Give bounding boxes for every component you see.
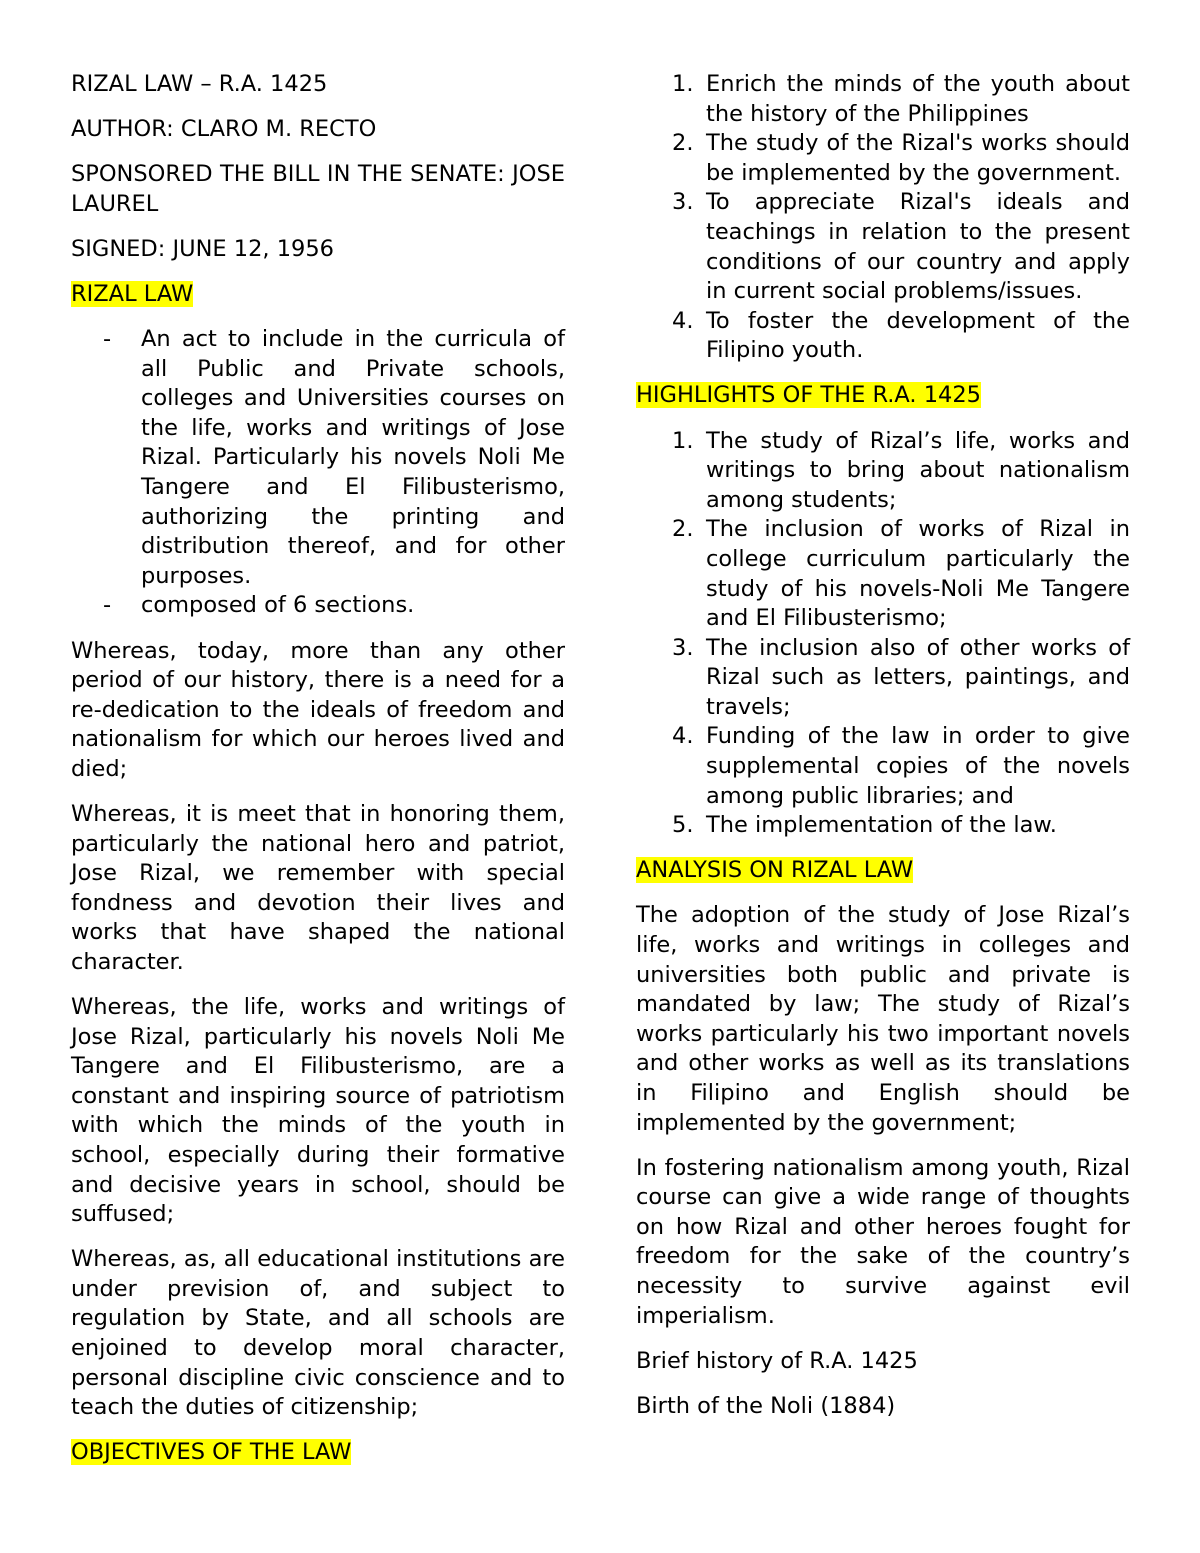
highlights-list bbox=[636, 427, 1130, 841]
whereas-paragraph: Whereas, the life, works and writings of Jose Rizal, particularly his novels Noli Me Tangere and El Filibusterismo, are a constant and inspiring source of patriotism with which the minds of the youth in school, especially during their formative and decisive years in school, should be suffused; bbox=[71, 994, 565, 1228]
rizal-law-list bbox=[71, 325, 565, 621]
list-text: Enrich the minds of the youth about the history of the Philippines bbox=[706, 71, 1130, 127]
list-item bbox=[672, 515, 1130, 633]
list-text: To appreciate Rizal's ideals and teachings in relation to the present conditions of our country and apply in current social problems/issues. bbox=[706, 189, 1130, 305]
list-number: 1. bbox=[672, 427, 694, 454]
document-title: RIZAL LAW – R.A. 1425 bbox=[71, 71, 328, 97]
list-text: The inclusion also of other works of Rizal such as letters, paintings, and travels; bbox=[706, 634, 1130, 720]
left-column bbox=[71, 70, 565, 1483]
list-text: The implementation of the law. bbox=[706, 812, 1057, 839]
highlights-heading-text: HIGHLIGHTS OF THE R.A. 1425 bbox=[636, 382, 981, 409]
list-number: 4. bbox=[672, 307, 694, 334]
signed-line: SIGNED: JUNE 12, 1956 bbox=[71, 235, 334, 262]
list-number: 2. bbox=[672, 516, 694, 543]
brief-history-line: Brief history of R.A. 1425 bbox=[636, 1347, 918, 1374]
list-number: 5. bbox=[672, 812, 694, 839]
rizal-law-heading-text: RIZAL LAW bbox=[71, 280, 194, 307]
list-number: 3. bbox=[672, 634, 694, 661]
sponsor-line: SPONSORED THE BILL IN THE SENATE: JOSE LAUREL bbox=[71, 161, 565, 217]
analysis-heading-text: ANALYSIS ON RIZAL LAW bbox=[636, 857, 914, 884]
whereas-paragraph: Whereas, today, more than any other period of our history, there is a need for a re-dedication to the ideals of freedom and nationalism for which our heroes lived and died; bbox=[71, 637, 565, 782]
objectives-heading-text: OBJECTIVES OF THE LAW bbox=[71, 1439, 352, 1466]
highlights-heading bbox=[636, 381, 1130, 411]
list-text: Funding of the law in order to give supplemental copies of the novels among public libraries; and bbox=[706, 723, 1130, 809]
list-item bbox=[672, 70, 1130, 129]
whereas-paragraph: Whereas, it is meet that in honoring them, particularly the national hero and patriot, Jose Rizal, we remember with special fondness and devotion their lives and works that have shaped the national character. bbox=[71, 800, 565, 975]
list-text: The inclusion of works of Rizal in college curriculum particularly the study of his novels-Noli Me Tangere and El Filibusterismo; bbox=[706, 516, 1130, 632]
rizal-law-heading bbox=[71, 280, 565, 310]
list-item bbox=[672, 811, 1130, 841]
list-number: 4. bbox=[672, 723, 694, 750]
birth-noli-line: Birth of the Noli (1884) bbox=[636, 1392, 896, 1419]
author-line: AUTHOR: CLARO M. RECTO bbox=[71, 116, 377, 143]
analysis-paragraph: The adoption of the study of Jose Rizal’s life, works and writings in colleges and universities both public and private is mandated by law; The study of Rizal’s works particularly his two important novels and other works as well as its translations in Filipino and English should be implemented by the government; bbox=[636, 902, 1130, 1136]
objectives-list bbox=[636, 70, 1130, 366]
list-item bbox=[672, 129, 1130, 188]
right-column bbox=[636, 70, 1130, 1437]
analysis-paragraph: In fostering nationalism among youth, Rizal course can give a wide range of thoughts on how Rizal and other heroes fought for freedom for the sake of the country’s necessity to survive against evil imperialism. bbox=[636, 1154, 1130, 1329]
objectives-heading bbox=[71, 1438, 565, 1468]
list-number: 3. bbox=[672, 189, 694, 216]
list-number: 2. bbox=[672, 130, 694, 157]
list-item bbox=[672, 307, 1130, 366]
list-item bbox=[672, 634, 1130, 723]
list-text: The study of Rizal’s life, works and writings to bring about nationalism among students; bbox=[706, 427, 1130, 513]
whereas-paragraph: Whereas, as, all educational institutions are under prevision of, and subject to regulation by State, and all schools are enjoined to develop moral character, personal discipline civic conscience and to teach the duties of citizenship; bbox=[71, 1246, 565, 1421]
list-item bbox=[672, 427, 1130, 516]
list-item: - An act to include in the curricula of all Public and Private schools, colleges and Universities courses on the life, works and writings of Jose Rizal. Particularly his novels Noli Me Tangere and El Filibusterismo, authorizing the printing and distribution thereof, and for other purposes. bbox=[141, 325, 565, 591]
list-item bbox=[672, 722, 1130, 811]
list-item: - composed of 6 sections. bbox=[141, 591, 565, 621]
analysis-heading bbox=[636, 856, 1130, 886]
list-item bbox=[672, 188, 1130, 306]
list-text: To foster the development of the Filipino youth. bbox=[706, 307, 1130, 364]
list-number: 1. bbox=[672, 71, 694, 97]
list-text: The study of the Rizal's works should be implemented by the government. bbox=[706, 130, 1130, 186]
